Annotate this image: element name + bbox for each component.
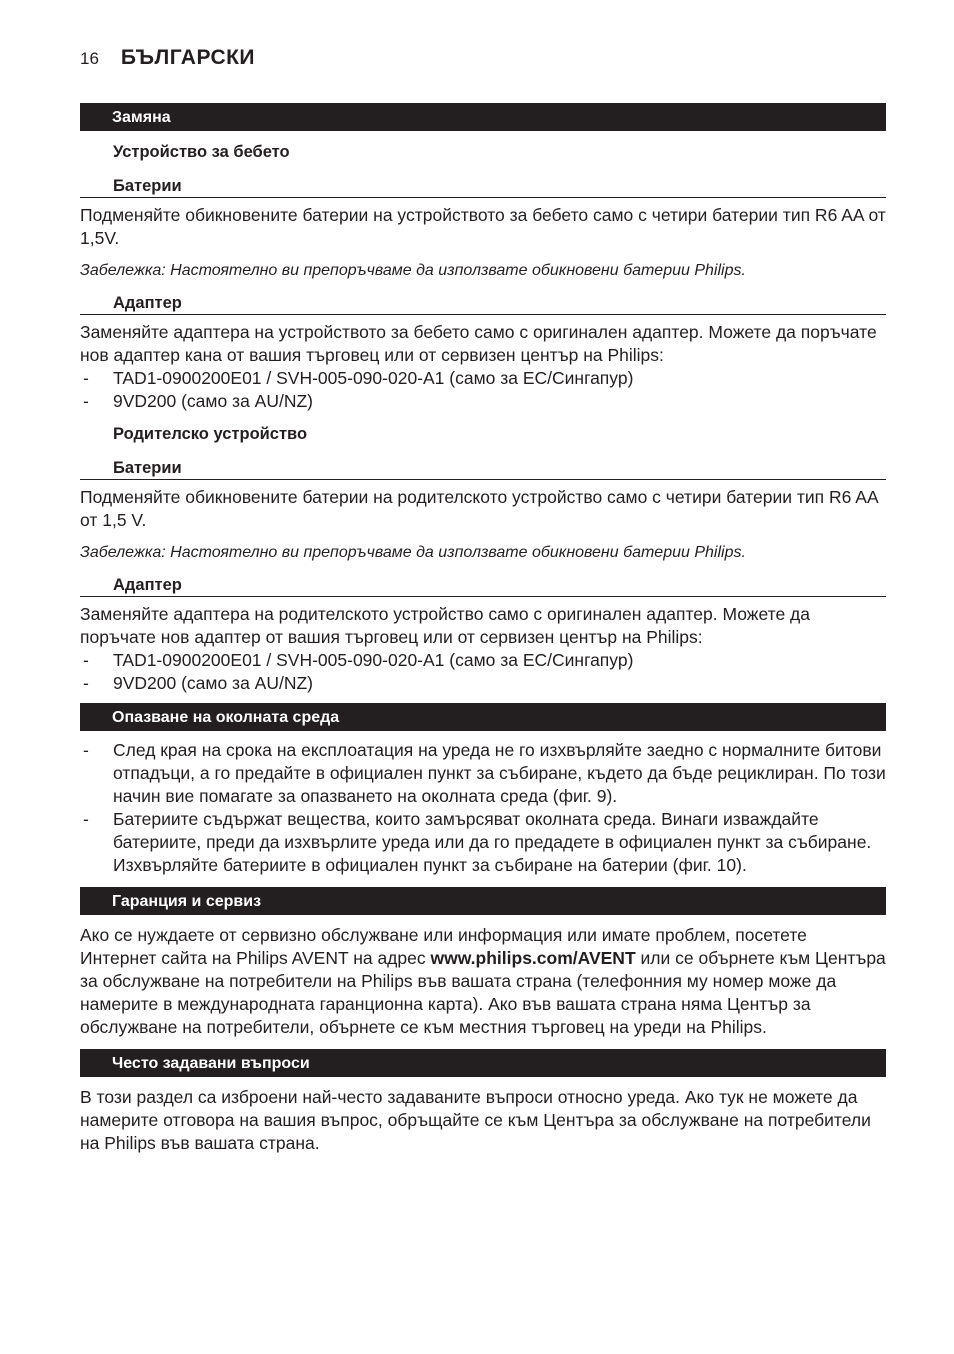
section-heading-environment: Опазване на околната среда [80,703,886,731]
subheading-parent-unit: Родителско устройство [113,425,308,443]
parent-batteries-note: Забележка: Настоятелно ви препоръчваме да използвате обикновени батерии Philips. [80,544,746,561]
baby-batteries-note: Забележка: Настоятелно ви препоръчваме да използвате обикновени батерии Philips. [80,262,746,279]
subheading-parent-adapter: Адаптер [80,574,886,597]
subheading-baby-unit: Устройство за бебето [113,143,290,161]
page-content [80,103,886,1155]
list-item: - 9VD200 (само за AU/NZ) [80,390,886,413]
section-heading-faq: Често задавани въпроси [80,1049,886,1077]
baby-adapter-list [80,367,886,413]
language-title: БЪЛГАРСКИ [120,46,256,69]
list-item: - Батериите съдържат вещества, които замърсяват околната среда. Винаги изваждайте батериите, преди да изхвърлите уреда или да го предадете в официален пункт за събиране. Изхвърляйте батериите в официален пункт за събиране на батерии (фиг. 10). [80,808,886,877]
guarantee-text-before: Ако се нуждаете от сервизно обслужване или информация или имате проблем, посетете Интернет сайта на Philips AVENT на адрес [80,925,807,968]
guarantee-link[interactable]: www.philips.com/AVENT [430,948,636,968]
list-item: - TAD1-0900200E01 / SVH-005-090-020-A1 (само за ЕС/Сингапур) [80,649,886,672]
subheading-parent-batteries: Батерии [80,457,886,480]
section-heading-replacement: Замяна [80,103,886,131]
page-number: 16 [80,49,99,68]
environment-list [80,739,886,877]
guarantee-text-after: или се обърнете към Центъра за обслужване на потребители на Philips във вашата страна (телефонния му номер може да намерите в международната гаранционна карта). Ако във вашата страна няма Център за обслужване на потребители, обърнете се към местния търговец на уреди на Philips. [80,948,886,1037]
guarantee-text [80,924,886,1039]
baby-adapter-text: Заменяйте адаптера на устройството за бебето само с оригинален адаптер. Можете да поръчате нов адаптер кана от вашия търговец или от сервизен център на Philips: [80,322,877,365]
faq-text: В този раздел са изброени най-често задаваните въпроси относно уреда. Ако тук не можете да намерите отговора на вашия въпрос, обръщайте се към Центъра за обслужване на потребители на Philips във вашата страна. [80,1087,871,1153]
list-item: - След края на срока на експлоатация на уреда не го изхвърляйте заедно с нормалните битови отпадъци, а го предайте в официален пункт за събиране, където да бъде рециклиран. По този начин вие помагате за опазването на околната среда (фиг. 9). [80,739,886,808]
parent-adapter-text: Заменяйте адаптера на родителското устройство само с оригинален адаптер. Можете да поръчате нов адаптер от вашия търговец или от сервизен център на Philips: [80,604,810,647]
list-item: - TAD1-0900200E01 / SVH-005-090-020-A1 (само за ЕС/Сингапур) [80,367,886,390]
parent-adapter-list [80,649,886,695]
subheading-baby-adapter: Адаптер [80,292,886,315]
list-item: - 9VD200 (само за AU/NZ) [80,672,886,695]
baby-batteries-text: Подменяйте обикновените батерии на устройството за бебето само с четири батерии тип R6 AA от 1,5V. [80,205,886,248]
page-header [80,46,255,70]
parent-batteries-text: Подменяйте обикновените батерии на родителското устройство само с четири батерии тип R6 AA от 1,5 V. [80,487,878,530]
section-heading-guarantee: Гаранция и сервиз [80,887,886,915]
subheading-baby-batteries: Батерии [80,175,886,198]
